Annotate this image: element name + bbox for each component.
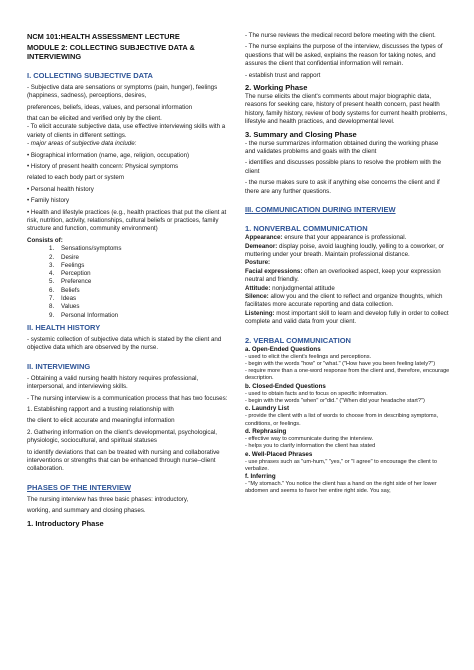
bullet-item: • History of present health concern: Physical symptoms [27, 163, 179, 171]
paragraph: - require more than a one-word response from the client and, therefore, encourage description. [245, 368, 450, 382]
list-item: 6. Beliefs [49, 286, 80, 294]
paragraph: 2. Gathering information on the client's developmental, psychological, physiologic, sociocultural, and spiritual statuses [27, 428, 218, 445]
item-heading: f. Inferring [245, 473, 276, 481]
section-heading: III. COMMUNICATION DURING INTERVIEW [245, 205, 396, 215]
paragraph: - To elicit accurate subjective data, use effective interviewing skills with a variety of clients in different settings. [27, 123, 226, 139]
paragraph: to identify deviations that can be treated with nursing and collaborative interventions or strengths that can be enhanced through nurse–client collaboration. [27, 448, 220, 473]
nonverbal-item: Facial expressions: often an overlooked aspect, keep your expression neutral and friendly. [245, 267, 441, 284]
nonverbal-item: Demeanor: display poise, avoid laughing loudly, yelling to a coworker, or muttering under your breath. Maintain professional distance. [245, 242, 445, 258]
paragraph: The nursing interview has three basic phases: introductory, [27, 495, 189, 503]
consists-list [27, 245, 233, 320]
subsection-heading: 3. Summary and Closing Phase [245, 129, 357, 139]
item-heading: b. Closed-Ended Questions [245, 382, 326, 390]
paragraph: - begin with the words "when" or"did." ("When did your headache start?") [245, 398, 425, 405]
paragraph: - The nurse explains the purpose of the interview, discusses the types of questions that will be asked, explains the reason for taking notes, and assures the client that confidential information will remain. [245, 43, 443, 68]
paragraph: - begin with the words "how" or "what." ("How have you been feeling lately?") [245, 360, 436, 367]
paragraph: - The nursing interview is a communication process that has two focuses: [27, 394, 228, 402]
paragraph: - use phrases such as "um-hum," "yes," or "I agree" to encourage the client to verbalize. [245, 458, 437, 472]
bullet-item: • Biographical information (name, age, religion, occupation) [27, 151, 190, 159]
paragraph: related to each body part or system [27, 174, 124, 182]
list-item: 2. Desire [49, 253, 79, 261]
paragraph: - used to obtain facts and to focus on specific information. [245, 390, 388, 397]
list-item: 9. Personal Information [49, 311, 119, 319]
paragraph: - Subjective data are sensations or symptoms (pain, hunger), feelings (happiness, sadness), perceptions, desires, [27, 83, 218, 100]
list-item: 4. Perception [49, 270, 91, 278]
list-item: 5. Preference [49, 278, 92, 286]
paragraph: - the nurse makes sure to ask if anything else concerns the client and if there are any further questions. [245, 179, 440, 195]
paragraph: the client to elicit accurate and meaningful information [27, 417, 175, 425]
paragraph: - effective way to communicate during the interview. [245, 435, 373, 442]
subsection-heading: 2. Working Phase [245, 83, 308, 93]
nonverbal-item: Attitude: nonjudgmental attitude [245, 284, 335, 292]
paragraph: - identifies and discusses possible plans to resolve the problem with the client [245, 159, 442, 175]
item-heading: e. Well-Placed Phrases [245, 450, 313, 458]
section-heading: II. INTERVIEWING [27, 361, 91, 371]
left-column [27, 32, 233, 529]
nonverbal-item: Listening: most important skill to learn and develop fully in order to collect complete and valid data from your client. [245, 309, 449, 326]
subsection-heading: 1. Introductory Phase [27, 518, 104, 528]
paragraph: - the nurse summarizes information obtained during the working phase and validates problems and goals with the client [245, 139, 439, 156]
nonverbal-item: Posture: [245, 259, 271, 267]
consists-label: Consists of: [27, 236, 63, 244]
item-heading: a. Open-Ended Questions [245, 345, 321, 353]
bullet-item: • Personal health history [27, 185, 94, 193]
subsection-heading: 2. VERBAL COMMUNICATION [245, 335, 351, 345]
bullet-item: • Health and lifestyle practices (e.g., health practices that put the client at risk, nutrition, activity, relationships, cultural beliefs or practices, family structure and function, community environment) [27, 208, 227, 233]
paragraph: - systemic collection of subjective data which is stated by the client and objective data which are observed by the nurse. [27, 335, 222, 352]
course-title: NCM 101:HEALTH ASSESSMENT LECTURE [27, 32, 180, 41]
section-heading: I. COLLECTING SUBJECTIVE DATA [27, 70, 153, 80]
nonverbal-item: Silence: allow you and the client to reflect and organize thoughts, which facilitates more accurate reporting and data collection. [245, 292, 443, 309]
paragraph: - used to elicit the client's feelings and perceptions. [245, 353, 372, 360]
list-item: 1. Sensations/symptoms [49, 245, 122, 253]
paragraph: - The nurse reviews the medical record before meeting with the client. [245, 32, 436, 39]
paragraph: - establish trust and rapport [245, 71, 321, 79]
paragraph: 1. Establishing rapport and a trusting relationship with [27, 405, 174, 413]
item-heading: d. Rephrasing [245, 427, 287, 435]
list-item: 8. Values [49, 303, 80, 311]
bullet-item: • Family history [27, 197, 70, 205]
item-heading: c. Laundry List [245, 405, 290, 413]
paragraph: - provide the client with a list of words to choose from in describing symptoms, conditions, or feelings. [245, 413, 439, 427]
paragraph: that can be elicited and verified only by the client. [27, 115, 162, 122]
paragraph: The nurse elicits the client's comments about major biographic data, reasons for seeking care, history of present health concern, past health history, family history, review of body systems for current health problems, lifestyle and health practices, and developmental level. [245, 93, 447, 126]
paragraph: - "My stomach." You notice the client has a hand on the right side of her lower abdomen and seems to favor her entire right side. You say, [245, 481, 437, 495]
paragraph: - major areas of subjective data include: [27, 140, 137, 148]
paragraph: - Obtaining a valid nursing health history requires professional, interpersonal, and interviewing skills. [27, 374, 199, 391]
list-item: 3. Feelings [49, 261, 85, 269]
paragraph: working, and summary and closing phases. [27, 507, 146, 515]
section-heading: II. HEALTH HISTORY [27, 322, 101, 332]
module-title: MODULE 2: COLLECTING SUBJECTIVE DATA & INTERVIEWING [27, 42, 195, 62]
list-item: 7. Ideas [49, 295, 77, 303]
section-heading: PHASES OF THE INTERVIEW [27, 482, 132, 492]
right-column [245, 32, 450, 496]
paragraph: - helps you to clarify information the client has stated [245, 443, 376, 450]
paragraph: preferences, beliefs, ideas, values, and personal information [27, 103, 193, 111]
nonverbal-item: Appearance: ensure that your appearance is professional. [245, 234, 407, 242]
subsection-heading: 1. NONVERBAL COMMUNICATION [245, 224, 368, 234]
